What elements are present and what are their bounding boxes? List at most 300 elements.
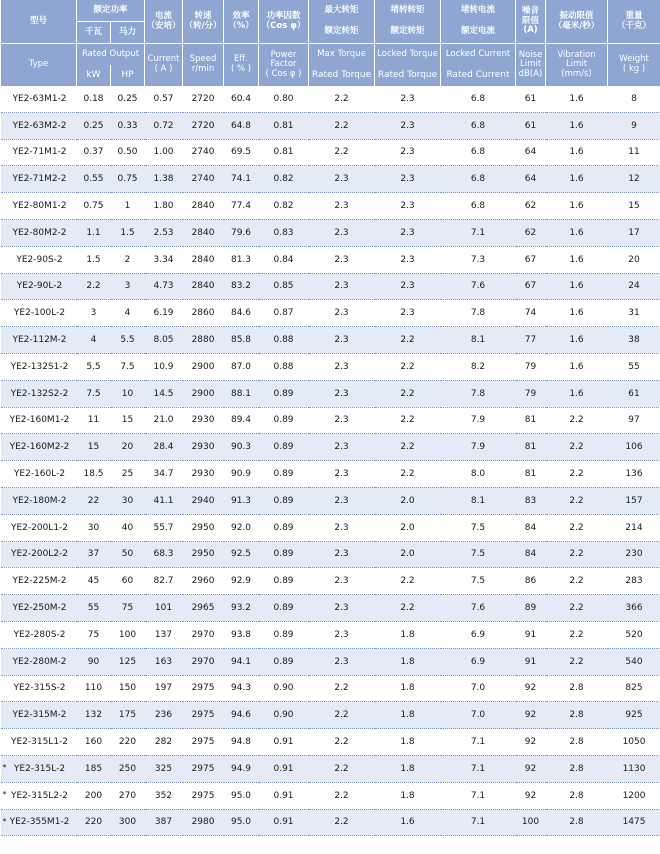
table-row: [1, 219, 660, 246]
cell-locked-torque: 2.0: [375, 487, 441, 514]
cell-locked-current: 7.6: [441, 273, 516, 300]
cell-eff: 95.0: [224, 809, 259, 836]
cell-kw: 15: [77, 434, 111, 461]
cell-max-torque: 2.3: [309, 219, 375, 246]
cell-noise: 61: [516, 86, 546, 112]
cell-locked-current: 7.9: [441, 434, 516, 461]
cell-current: 236: [145, 702, 183, 729]
cell-eff: 79.6: [224, 219, 259, 246]
cell-weight: 106: [608, 434, 660, 461]
model-label: YE2-355M1-2: [9, 817, 70, 828]
model-label: YE2-100L-2: [13, 308, 66, 319]
model-label: YE2-63M2-2: [12, 120, 67, 131]
cell-eff: 95.0: [224, 782, 259, 809]
cell-eff: 91.3: [224, 487, 259, 514]
cell-noise: 84: [516, 541, 546, 568]
cell-pf: 0.89: [259, 434, 309, 461]
cell-pf: 0.89: [259, 595, 309, 622]
cell-locked-torque: 2.2: [375, 461, 441, 488]
model-label: YE2-200L2-2: [10, 549, 69, 560]
cell-eff: 85.8: [224, 327, 259, 354]
cell-current: 163: [145, 648, 183, 675]
cell-locked-current: 6.8: [441, 139, 516, 166]
cell-current: 28.4: [145, 434, 183, 461]
cell-locked-torque: 2.2: [375, 327, 441, 354]
cell-max-torque: 2.3: [309, 514, 375, 541]
cell-kw: 132: [77, 702, 111, 729]
header-lt-en-bottom: Rated Torque: [375, 65, 441, 86]
header-speed-cn: 转速 （转/分）: [183, 0, 224, 44]
header-kw-en: kW: [77, 65, 111, 86]
cell-max-torque: 2.3: [309, 487, 375, 514]
cell-pf: 0.81: [259, 139, 309, 166]
cell-kw: 5.5: [77, 353, 111, 380]
cell-speed: 2940: [183, 487, 224, 514]
header-rated-output-cn: 额定功率: [77, 0, 145, 22]
cell-vibration: 2.8: [546, 729, 608, 756]
cell-speed: 2740: [183, 166, 224, 193]
model-label: YE2-90S-2: [16, 254, 63, 265]
cell-locked-torque: 2.3: [375, 86, 441, 112]
cell-current: 55.7: [145, 514, 183, 541]
cell-current: 41.1: [145, 487, 183, 514]
cell-weight: 157: [608, 487, 660, 514]
cell-noise: 81: [516, 407, 546, 434]
table-row: [1, 729, 660, 756]
cell-kw: 11: [77, 407, 111, 434]
cell-max-torque: 2.3: [309, 327, 375, 354]
cell-weight: 825: [608, 675, 660, 702]
cell-vibration: 2.2: [546, 541, 608, 568]
cell-locked-torque: 2.3: [375, 246, 441, 273]
table-row: [1, 782, 660, 809]
header-rated-output-en: Rated Output: [77, 44, 145, 66]
cell-max-torque: 2.2: [309, 729, 375, 756]
cell-current: 325: [145, 755, 183, 782]
cell-locked-torque: 1.8: [375, 621, 441, 648]
cell-eff: 81.3: [224, 246, 259, 273]
cell-kw: 37: [77, 541, 111, 568]
cell-vibration: 2.2: [546, 487, 608, 514]
cell-vibration: 1.6: [546, 300, 608, 327]
model-label: YE2-71M1-2: [12, 147, 67, 158]
header-type-en: Type: [1, 44, 77, 87]
header-weight-en: Weight ( kg ): [608, 44, 660, 87]
header-maxt-en-bottom: Rated Torque: [309, 65, 375, 86]
cell-max-torque: 2.2: [309, 675, 375, 702]
cell-kw: 22: [77, 487, 111, 514]
cell-type: [1, 755, 77, 782]
cell-kw: 160: [77, 729, 111, 756]
cell-type: [1, 541, 77, 568]
cell-speed: 2930: [183, 461, 224, 488]
cell-hp: 50: [111, 541, 145, 568]
cell-max-torque: 2.3: [309, 595, 375, 622]
cell-locked-torque: 2.3: [375, 273, 441, 300]
cell-type: [1, 139, 77, 166]
cell-pf: 0.91: [259, 755, 309, 782]
cell-hp: 15: [111, 407, 145, 434]
cell-noise: 74: [516, 300, 546, 327]
model-label: YE2-80M2-2: [12, 227, 67, 238]
cell-locked-current: 8.1: [441, 327, 516, 354]
cell-current: 8.05: [145, 327, 183, 354]
cell-weight: 11: [608, 139, 660, 166]
cell-type: [1, 675, 77, 702]
cell-locked-torque: 1.8: [375, 648, 441, 675]
cell-kw: 0.55: [77, 166, 111, 193]
cell-noise: 89: [516, 595, 546, 622]
cell-vibration: 2.8: [546, 675, 608, 702]
cell-eff: 90.3: [224, 434, 259, 461]
table-row: [1, 166, 660, 193]
cell-vibration: 2.8: [546, 782, 608, 809]
cell-type: [1, 193, 77, 220]
cell-current: 101: [145, 595, 183, 622]
model-label: YE2-90L-2: [16, 281, 63, 292]
cell-max-torque: 2.3: [309, 407, 375, 434]
cell-noise: 81: [516, 434, 546, 461]
cell-noise: 92: [516, 755, 546, 782]
cell-vibration: 1.6: [546, 166, 608, 193]
cell-speed: 2950: [183, 514, 224, 541]
cell-kw: 7.5: [77, 380, 111, 407]
cell-kw: 1.1: [77, 219, 111, 246]
cell-eff: 94.6: [224, 702, 259, 729]
cell-eff: 64.8: [224, 112, 259, 139]
cell-type: [1, 702, 77, 729]
table-row: [1, 86, 660, 112]
cell-noise: 61: [516, 112, 546, 139]
cell-locked-current: 7.8: [441, 380, 516, 407]
cell-pf: 0.82: [259, 166, 309, 193]
cell-speed: 2975: [183, 702, 224, 729]
cell-weight: 1200: [608, 782, 660, 809]
model-label: YE2-250M-2: [12, 603, 67, 614]
cell-noise: 91: [516, 621, 546, 648]
table-row: [1, 487, 660, 514]
cell-type: [1, 86, 77, 112]
cell-pf: 0.83: [259, 219, 309, 246]
cell-weight: 214: [608, 514, 660, 541]
header-pf-en: Power Factor ( Cos φ ): [259, 44, 309, 87]
table-row: [1, 273, 660, 300]
cell-max-torque: 2.2: [309, 86, 375, 112]
cell-weight: 366: [608, 595, 660, 622]
header-lc-en-top: Locked Current: [441, 44, 516, 66]
cell-locked-current: 6.8: [441, 166, 516, 193]
cell-vibration: 2.2: [546, 514, 608, 541]
model-label: YE2-315L-2: [13, 763, 66, 774]
cell-hp: 125: [111, 648, 145, 675]
cell-hp: 150: [111, 675, 145, 702]
model-label: YE2-315L1-2: [10, 737, 69, 748]
cell-eff: 87.0: [224, 353, 259, 380]
cell-weight: 61: [608, 380, 660, 407]
model-label: YE2-315L2-2: [10, 790, 69, 801]
cell-weight: 1130: [608, 755, 660, 782]
table-row: [1, 112, 660, 139]
cell-kw: 0.18: [77, 86, 111, 112]
model-label: YE2-160M2-2: [9, 442, 70, 453]
cell-noise: 91: [516, 648, 546, 675]
cell-noise: 100: [516, 809, 546, 836]
cell-kw: 220: [77, 809, 111, 836]
cell-hp: 40: [111, 514, 145, 541]
cell-locked-torque: 2.0: [375, 514, 441, 541]
header-lt-cn-bottom: 额定转矩: [375, 22, 441, 44]
cell-locked-torque: 1.8: [375, 675, 441, 702]
cell-locked-current: 6.9: [441, 648, 516, 675]
cell-locked-current: 7.1: [441, 809, 516, 836]
cell-current: 6.19: [145, 300, 183, 327]
cell-weight: 540: [608, 648, 660, 675]
cell-current: 82.7: [145, 568, 183, 595]
cell-kw: 90: [77, 648, 111, 675]
cell-hp: 175: [111, 702, 145, 729]
cell-type: [1, 246, 77, 273]
cell-locked-current: 7.5: [441, 568, 516, 595]
cell-type: [1, 327, 77, 354]
footnote-star: *: [2, 789, 7, 799]
cell-hp: 0.33: [111, 112, 145, 139]
cell-locked-current: 8.1: [441, 487, 516, 514]
cell-type: [1, 568, 77, 595]
cell-kw: 110: [77, 675, 111, 702]
cell-speed: 2975: [183, 675, 224, 702]
cell-type: [1, 648, 77, 675]
cell-max-torque: 2.3: [309, 434, 375, 461]
cell-max-torque: 2.2: [309, 755, 375, 782]
cell-locked-torque: 1.8: [375, 729, 441, 756]
cell-kw: 4: [77, 327, 111, 354]
model-label: YE2-132S1-2: [10, 361, 69, 372]
model-label: YE2-160L-2: [13, 469, 66, 480]
cell-kw: 0.37: [77, 139, 111, 166]
cell-max-torque: 2.3: [309, 193, 375, 220]
table-row: [1, 380, 660, 407]
cell-max-torque: 2.3: [309, 621, 375, 648]
cell-max-torque: 2.3: [309, 166, 375, 193]
cell-locked-current: 6.8: [441, 86, 516, 112]
cell-speed: 2720: [183, 112, 224, 139]
cell-type: [1, 729, 77, 756]
cell-weight: 136: [608, 461, 660, 488]
cell-speed: 2840: [183, 193, 224, 220]
cell-vibration: 1.6: [546, 353, 608, 380]
cell-locked-current: 6.8: [441, 112, 516, 139]
cell-type: [1, 782, 77, 809]
cell-noise: 92: [516, 702, 546, 729]
cell-speed: 2960: [183, 568, 224, 595]
cell-current: 34.7: [145, 461, 183, 488]
table-body: [1, 86, 660, 836]
cell-type: [1, 621, 77, 648]
cell-locked-current: 7.6: [441, 595, 516, 622]
cell-weight: 520: [608, 621, 660, 648]
cell-current: 352: [145, 782, 183, 809]
cell-hp: 60: [111, 568, 145, 595]
cell-pf: 0.80: [259, 86, 309, 112]
cell-hp: 7.5: [111, 353, 145, 380]
cell-vibration: 1.6: [546, 139, 608, 166]
cell-noise: 77: [516, 327, 546, 354]
header-vib-cn: 振动限值 （毫米/秒）: [546, 0, 608, 44]
cell-weight: 97: [608, 407, 660, 434]
cell-max-torque: 2.2: [309, 809, 375, 836]
cell-hp: 3: [111, 273, 145, 300]
cell-type: [1, 166, 77, 193]
cell-pf: 0.89: [259, 621, 309, 648]
cell-kw: 75: [77, 621, 111, 648]
model-label: YE2-200L1-2: [10, 522, 69, 533]
cell-eff: 92.9: [224, 568, 259, 595]
table-row: [1, 434, 660, 461]
cell-vibration: 1.6: [546, 219, 608, 246]
cell-locked-current: 7.0: [441, 675, 516, 702]
cell-pf: 0.89: [259, 648, 309, 675]
table-row: [1, 139, 660, 166]
header-hp-cn: 马力: [111, 22, 145, 44]
cell-hp: 4: [111, 300, 145, 327]
cell-noise: 83: [516, 487, 546, 514]
cell-locked-torque: 2.3: [375, 112, 441, 139]
table-row: [1, 327, 660, 354]
cell-pf: 0.88: [259, 327, 309, 354]
table-row: [1, 621, 660, 648]
cell-pf: 0.91: [259, 809, 309, 836]
cell-speed: 2930: [183, 407, 224, 434]
cell-type: [1, 112, 77, 139]
cell-hp: 10: [111, 380, 145, 407]
model-label: YE2-280M-2: [12, 656, 67, 667]
cell-eff: 83.2: [224, 273, 259, 300]
cell-noise: 92: [516, 729, 546, 756]
cell-locked-torque: 2.3: [375, 139, 441, 166]
cell-hp: 270: [111, 782, 145, 809]
header-kw-cn: 千瓦: [77, 22, 111, 44]
model-label: YE2-71M2-2: [12, 174, 67, 185]
cell-locked-torque: 1.6: [375, 809, 441, 836]
header-maxt-cn-top: 最大转矩: [309, 0, 375, 22]
table-row: [1, 568, 660, 595]
cell-current: 197: [145, 675, 183, 702]
cell-locked-current: 7.1: [441, 219, 516, 246]
cell-locked-current: 6.8: [441, 193, 516, 220]
cell-locked-current: 7.9: [441, 407, 516, 434]
cell-type: [1, 595, 77, 622]
cell-hp: 5.5: [111, 327, 145, 354]
cell-vibration: 1.6: [546, 327, 608, 354]
cell-vibration: 1.6: [546, 112, 608, 139]
model-label: YE2-280S-2: [13, 629, 66, 640]
cell-locked-torque: 2.3: [375, 193, 441, 220]
cell-speed: 2720: [183, 86, 224, 112]
header-lc-en-bottom: Rated Current: [441, 65, 516, 86]
cell-vibration: 2.2: [546, 595, 608, 622]
header-hp-en: HP: [111, 65, 145, 86]
cell-speed: 2975: [183, 729, 224, 756]
cell-vibration: 2.2: [546, 648, 608, 675]
cell-type: [1, 380, 77, 407]
cell-eff: 94.8: [224, 729, 259, 756]
cell-vibration: 2.8: [546, 702, 608, 729]
cell-pf: 0.89: [259, 541, 309, 568]
cell-locked-torque: 2.3: [375, 300, 441, 327]
cell-eff: 94.1: [224, 648, 259, 675]
cell-eff: 84.6: [224, 300, 259, 327]
cell-weight: 283: [608, 568, 660, 595]
cell-speed: 2840: [183, 273, 224, 300]
table-row: [1, 541, 660, 568]
cell-kw: 45: [77, 568, 111, 595]
footnote-star: *: [2, 762, 7, 772]
cell-kw: 3: [77, 300, 111, 327]
cell-pf: 0.82: [259, 193, 309, 220]
table-header: [1, 0, 660, 86]
cell-vibration: 1.6: [546, 193, 608, 220]
cell-kw: 18.5: [77, 461, 111, 488]
table-row: [1, 246, 660, 273]
cell-current: 21.0: [145, 407, 183, 434]
cell-weight: 1050: [608, 729, 660, 756]
cell-hp: 1.5: [111, 219, 145, 246]
cell-weight: 20: [608, 246, 660, 273]
cell-weight: 31: [608, 300, 660, 327]
cell-pf: 0.91: [259, 782, 309, 809]
cell-eff: 92.0: [224, 514, 259, 541]
cell-locked-torque: 1.8: [375, 755, 441, 782]
model-label: YE2-225M-2: [12, 576, 67, 587]
model-label: YE2-180M-2: [12, 495, 67, 506]
cell-speed: 2950: [183, 541, 224, 568]
cell-current: 10.9: [145, 353, 183, 380]
model-label: YE2-112M-2: [12, 335, 67, 346]
header-maxt-cn-bottom: 额定转矩: [309, 22, 375, 44]
model-label: YE2-63M1-2: [12, 93, 67, 104]
cell-current: 68.3: [145, 541, 183, 568]
cell-max-torque: 2.3: [309, 353, 375, 380]
cell-max-torque: 2.3: [309, 541, 375, 568]
cell-kw: 30: [77, 514, 111, 541]
cell-pf: 0.89: [259, 514, 309, 541]
table-row: [1, 648, 660, 675]
cell-locked-torque: 2.2: [375, 568, 441, 595]
cell-current: 2.53: [145, 219, 183, 246]
cell-pf: 0.89: [259, 407, 309, 434]
cell-pf: 0.84: [259, 246, 309, 273]
cell-current: 1.00: [145, 139, 183, 166]
cell-noise: 67: [516, 246, 546, 273]
cell-speed: 2965: [183, 595, 224, 622]
header-noise-en: Noise Limit dB(A): [516, 44, 546, 87]
header-lt-cn-top: 堵转转矩: [375, 0, 441, 22]
cell-speed: 2840: [183, 246, 224, 273]
cell-weight: 9: [608, 112, 660, 139]
cell-locked-torque: 2.2: [375, 353, 441, 380]
cell-speed: 2970: [183, 648, 224, 675]
table-row: [1, 595, 660, 622]
cell-noise: 81: [516, 461, 546, 488]
cell-hp: 220: [111, 729, 145, 756]
cell-type: [1, 487, 77, 514]
cell-locked-torque: 2.2: [375, 380, 441, 407]
cell-locked-torque: 2.0: [375, 541, 441, 568]
cell-hp: 1: [111, 193, 145, 220]
cell-eff: 60.4: [224, 86, 259, 112]
cell-max-torque: 2.2: [309, 112, 375, 139]
cell-locked-current: 7.1: [441, 755, 516, 782]
